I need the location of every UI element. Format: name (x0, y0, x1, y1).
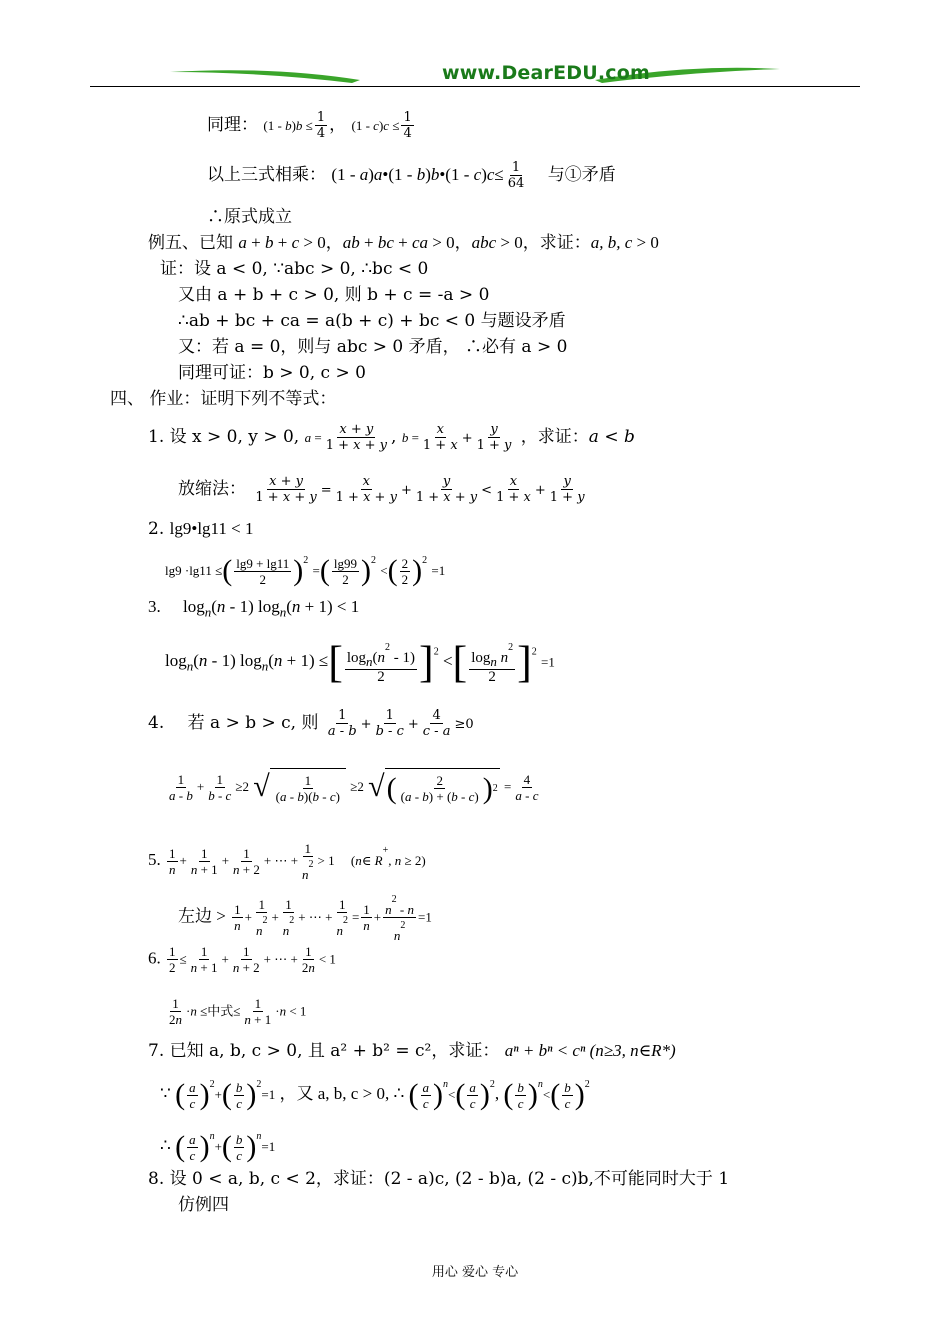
page-header (90, 58, 860, 92)
fraction: $\frac{1}{a - b}$ (169, 771, 193, 803)
fraction: $\frac{x + y}{1 + x + y}$ (325, 422, 387, 453)
fraction: $\frac{1}{b - c}$ (208, 771, 232, 803)
fraction: $\frac{1}{b - c}$ (375, 708, 404, 739)
proof-line-5: 同理可证：b > 0, c > 0 (178, 363, 366, 383)
homework-2-statement: lg9•lg11 < 1 (169, 519, 254, 538)
fraction: $\frac{1}{n}$ (363, 902, 370, 933)
homework-2 (148, 518, 254, 540)
fraction: $\frac{n^2 - n}{n^2}$ (385, 894, 414, 943)
fraction: $\frac{2}{2}$ (401, 555, 409, 587)
fraction: $\frac{a}{c}$ (189, 1131, 196, 1163)
homework-7-given: 已知 a, b, c > 0, 且 a² + b² = c²，求证： (169, 1041, 500, 1061)
label-contradiction: 与①矛盾 (547, 165, 616, 185)
item-number: 8. (148, 1169, 165, 1189)
homework-5-proof: 左边 > $\frac{1}{n}$ + $\frac{1}{n^2}$ + $\frac{1}{n^2}$ + ⋯ + $\frac{1}{n^2}$ = $\frac{1}{n}$ + $\frac{n^2 - n}{n^2}$ =1 (178, 894, 432, 943)
line-same-reason: 同理： (1 - b)b ≤ $\frac{1}{4}$ ， (1 - c)c ≤ $\frac{1}{4}$ (207, 110, 412, 141)
fraction: $\frac{4}{a - c}$ (515, 771, 539, 803)
fraction: $\frac{1}{n}$ (234, 902, 241, 933)
because-symbol: ∵ (160, 1084, 171, 1103)
homework-2-proof: lg9 ·lg11 ≤( $\frac{\lg 9 + \lg 11}{2}$ )$^2$ =( $\frac{\lg 99}{2}$ )$^2$ <( $\frac{2}{2}$ )$^2$ =1 (165, 554, 446, 588)
fraction: $\frac{\log_n n^2}{2}$ (471, 642, 514, 685)
item-number: 5. (148, 850, 161, 869)
example-five-prove: ，求证： (522, 233, 591, 253)
homework-7-proof-2: ∴ ( $\frac{a}{c}$ )$^n$+( $\frac{b}{c}$ )$^n$=1 (160, 1130, 276, 1164)
fraction: $\frac{x + y}{1 + x + y}$ (255, 474, 317, 505)
square-root: √ ( $\frac{2}{(a - b) + (b - c)}$ ) 2 (368, 770, 498, 805)
math-expr: a, b, c > 0 (590, 233, 659, 252)
example-five-label: 例五、已知 (148, 233, 239, 253)
fraction: $\frac{y}{1 + x + y}$ (415, 474, 478, 505)
math-expr: (1 - b)b ≤ (263, 118, 313, 133)
fraction: $\frac{1}{n^2}$ (302, 840, 314, 882)
middle-expression-label: 中式 (207, 1003, 234, 1019)
homework-8-statement: 设 0 < a, b, c < 2，求证：(2 - a)c, (2 - b)a, (2 - c)b,不可能同时大于 1 (169, 1169, 730, 1189)
math-expr: b = (401, 430, 419, 445)
fraction: $\frac{a}{c}$ (422, 1079, 430, 1111)
section-homework: 四、 作业：证明下列不等式： (110, 389, 337, 409)
fraction: $\frac{1}{n + 2}$ (232, 944, 260, 975)
fraction: $\frac{4}{c - a}$ (422, 708, 451, 739)
homework-1-given: 设 x > 0, y > 0, (169, 427, 300, 447)
fraction: $\frac{y}{1 + y}$ (549, 474, 585, 505)
fraction: $\frac{1}{n + 1}$ (190, 845, 218, 877)
site-logo: www.DearEDU.com (442, 62, 651, 84)
fraction: $\frac{1}{(a - b)(b - c)}$ (275, 773, 340, 804)
fraction: $\frac{\log_n(n^2 - 1)}{2}$ (346, 642, 416, 685)
fraction: $\frac{b}{c}$ (235, 1131, 243, 1163)
page-footer: 用心 爱心 专心 (431, 1265, 519, 1280)
fraction: $\frac{b}{c}$ (564, 1079, 571, 1111)
fraction: $\frac{x}{1 + x + y}$ (335, 474, 397, 505)
fraction: $\frac{\lg 99}{2}$ (333, 555, 358, 587)
fraction: $\frac{1}{n + 1}$ (190, 944, 218, 975)
fraction: $\frac{1}{2n}$ (169, 996, 182, 1027)
math-expr: (1 - a)a•(1 - b)b•(1 - c)c≤ (331, 165, 504, 184)
scaling-label: 放缩法： (178, 479, 246, 499)
fraction: $\frac{a}{c}$ (469, 1079, 476, 1111)
proof-line-1: 证：设 a < 0, ∵abc > 0, ∴bc < 0 (160, 259, 429, 279)
fraction: $\frac{1}{2}$ (169, 944, 176, 975)
fraction: $\frac{1}{64}$ (507, 160, 525, 191)
item-number: 1. (148, 427, 165, 447)
fraction: $\frac{1}{n^2}$ (255, 897, 268, 938)
homework-1-goal: a < b (588, 427, 635, 447)
homework-4-proof: $\frac{1}{a - b}$ + $\frac{1}{b - c}$ ≥2 √ $\frac{1}{(a - b)(b - c)}$ ≥2 √ ( $\frac{2}{(a - b) + (b - c)}$ ) 2 = $\frac{4}{a - c}$ (169, 770, 539, 805)
homework-7 (148, 1040, 676, 1062)
left-side-label: 左边 > (178, 906, 226, 926)
fraction: $\frac{y}{1 + y}$ (476, 422, 512, 453)
header-rule (90, 86, 860, 87)
item-number: 3. (148, 597, 161, 616)
fraction: $\frac{1}{4}$ (403, 110, 412, 141)
fraction: $\frac{1}{n}$ (169, 845, 176, 877)
therefore-symbol: ∴ (160, 1136, 171, 1155)
square-root: √ $\frac{1}{(a - b)(b - c)}$ (253, 768, 346, 806)
homework-7-goal: aⁿ + bⁿ < cⁿ (n≥3, n∈R*) (504, 1041, 676, 1060)
fraction: $\frac{b}{c}$ (517, 1079, 524, 1111)
homework-6-proof: $\frac{1}{2n}$ ·n ≤中式≤ $\frac{1}{n + 1}$ ·n < 1 (169, 996, 307, 1027)
homework-3-proof: $\log_n(n - 1) \log_n(n + 1)$ ≤[ $\frac{\log_n(n^2 - 1)}{2}$ ]$^2$ <[ $\frac{\log_n n^2}{2}$ ]$^2$ =1 (165, 637, 555, 687)
fraction: $\frac{1}{a - b}$ (327, 708, 357, 739)
proof-line-4: 又：若 a = 0，则与 abc > 0 矛盾， ∴必有 a > 0 (178, 337, 568, 357)
math-expr: a = (304, 430, 322, 445)
proof-line-3: ∴ab + bc + ca = a(b + c) + bc < 0 与题设矛盾 (178, 311, 566, 331)
line-conclusion: ∴原式成立 (207, 207, 292, 227)
label-same-reason: 同理： (207, 115, 258, 135)
homework-1-prove: ，求证： (520, 427, 589, 447)
example-five (148, 232, 659, 254)
homework-1-scaling: 放缩法： $\frac{x + y}{1 + x + y}$ = $\frac{x}{1 + x + y}$ + $\frac{y}{1 + x + y}$ < $\frac{x}{1 + x}$ + $\frac{y}{1 + y}$ (178, 474, 585, 505)
math-expr: a + b + c > 0，ab + bc + ca > 0，abc > 0 (238, 233, 523, 252)
fraction: $\frac{\lg 9 + \lg 11}{2}$ (236, 555, 290, 587)
homework-4: 4. 若 a > b > c, 则 $\frac{1}{a - b}$ + $\frac{1}{b - c}$ + $\frac{4}{c - a}$ ≥0 (148, 708, 474, 739)
fraction: $\frac{x}{1 + x}$ (422, 422, 458, 453)
homework-4-given: 若 a > b > c, 则 (187, 713, 319, 733)
fraction: $\frac{2}{(a - b) + (b - c)}$ (400, 773, 479, 804)
fraction: $\frac{1}{2n}$ (301, 944, 315, 975)
homework-8-hint: 仿例四 (178, 1195, 229, 1215)
item-number: 6. (148, 948, 161, 968)
fraction: $\frac{x}{1 + x}$ (496, 474, 531, 505)
item-number: 4. (148, 713, 165, 733)
homework-7-proof-1: ∵ ( $\frac{a}{c}$ )$^2$+( $\frac{b}{c}$ )$^2$=1 ，又 a, b, c > 0, ∴ ( $\frac{a}{c}$ )$^n$<( $\frac{a}{c}$ )$^2$, ( $\frac{b}{c}$ )$^n$<( $\frac{b}{c}$ )$^2$ (160, 1078, 590, 1112)
homework-6: 6. $\frac{1}{2}$ ≤ $\frac{1}{n + 1}$ + $\frac{1}{n + 2}$ + ⋯ + $\frac{1}{2n}$ < 1 (148, 944, 336, 975)
fraction: $\frac{1}{n + 2}$ (233, 845, 260, 877)
math-expr: (1 - c)c ≤ (351, 118, 400, 133)
homework-8 (148, 1168, 729, 1190)
fraction: $\frac{1}{n^2}$ (336, 897, 348, 938)
proof-line-2: 又由 a + b + c > 0, 则 b + c = -a > 0 (178, 285, 490, 305)
fraction: $\frac{1}{n + 1}$ (244, 996, 272, 1027)
line-multiply (207, 160, 616, 191)
fraction: $\frac{1}{n^2}$ (282, 897, 295, 938)
homework-1: 1. 设 x > 0, y > 0, a = $\frac{x + y}{1 + x + y}$ , b = $\frac{x}{1 + x}$ + $\frac{y}{1 + y}$ ，求证：a < b (148, 422, 635, 453)
homework-5: 5. $\frac{1}{n}$ + $\frac{1}{n + 1}$ + $\frac{1}{n + 2}$ + ⋯ + $\frac{1}{n^2}$ > 1 (n∈ R+, n ≥ 2) (148, 840, 426, 882)
item-number: 7. (148, 1041, 165, 1061)
fraction: $\frac{a}{c}$ (189, 1079, 196, 1111)
homework-7-since: ，又 a, b, c > 0, ∴ (279, 1084, 405, 1103)
homework-3: 3. $\log_n(n - 1) \log_n(n + 1) < 1$ (148, 597, 360, 620)
label-multiply: 以上三式相乘： (207, 165, 326, 185)
fraction: $\frac{1}{4}$ (316, 110, 326, 141)
fraction: $\frac{b}{c}$ (235, 1079, 243, 1111)
item-number: 2. (148, 519, 165, 539)
